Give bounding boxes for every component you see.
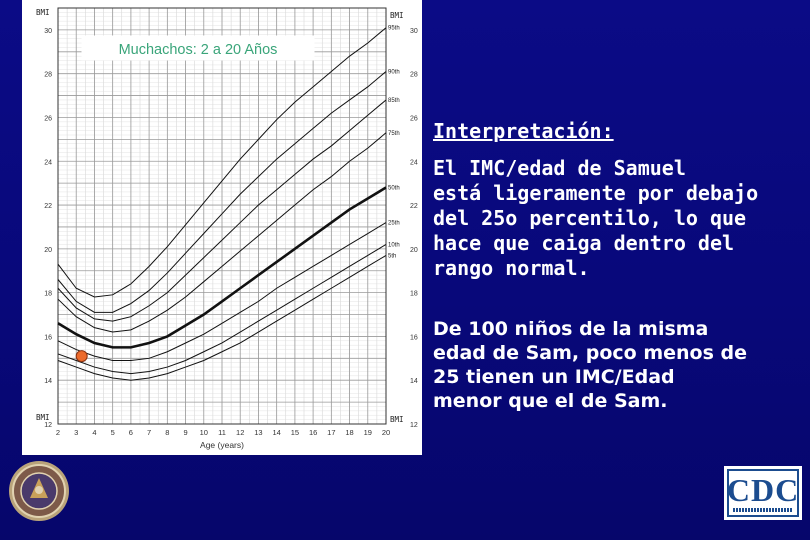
cdc-logo xyxy=(724,466,802,520)
y-tick-label: 30 xyxy=(44,27,52,35)
bmi-corner-label: BMI xyxy=(36,413,50,422)
y-tick-label: 30 xyxy=(410,27,418,35)
bmi-corner-label: BMI xyxy=(390,11,404,20)
paragraph-line: El IMC/edad de Samuel xyxy=(433,156,686,180)
interpretation-heading: Interpretación: xyxy=(433,119,614,143)
x-tick-label: 7 xyxy=(147,428,152,437)
x-tick-label: 2 xyxy=(55,428,61,437)
paragraph-line: edad de Sam, poco menos de xyxy=(433,342,748,364)
x-tick-label: 18 xyxy=(345,428,354,437)
interpretation-paragraph xyxy=(433,156,793,281)
x-tick-label: 14 xyxy=(272,428,281,437)
y-tick-label: 18 xyxy=(410,290,418,298)
percentile-label: 75th xyxy=(388,130,400,137)
x-tick-label: 15 xyxy=(290,428,300,437)
y-tick-label: 28 xyxy=(410,71,418,79)
percentile-label: 5th xyxy=(388,253,397,260)
x-tick-label: 19 xyxy=(363,428,372,437)
y-tick-label: 14 xyxy=(410,378,418,386)
y-tick-label: 14 xyxy=(44,378,52,386)
paragraph-line: menor que el de Sam. xyxy=(433,390,668,412)
y-tick-label: 24 xyxy=(44,159,52,167)
y-tick-label: 26 xyxy=(44,115,52,123)
paragraph-line: rango normal. xyxy=(433,256,590,280)
explanation-paragraph xyxy=(433,317,793,413)
x-tick-label: 12 xyxy=(236,428,245,437)
y-tick-label: 28 xyxy=(44,71,52,79)
x-tick-label: 4 xyxy=(92,428,97,437)
y-tick-label: 20 xyxy=(410,246,418,254)
y-tick-label: 26 xyxy=(410,115,418,123)
percentile-label: 95th xyxy=(388,25,400,32)
y-tick-label: 18 xyxy=(44,290,52,298)
percentile-label: 50th xyxy=(388,185,400,192)
paragraph-line: De 100 niños de la misma xyxy=(433,318,709,340)
x-tick-label: 8 xyxy=(165,428,170,437)
percentile-label: 90th xyxy=(388,69,400,76)
university-seal-icon xyxy=(8,460,70,522)
bmi-chart xyxy=(22,0,422,455)
percentile-label: 10th xyxy=(388,242,400,249)
x-tick-label: 5 xyxy=(110,428,115,437)
x-tick-label: 16 xyxy=(308,428,318,437)
paragraph-line: 25 tienen un IMC/Edad xyxy=(433,366,675,388)
x-tick-label: 9 xyxy=(183,428,188,437)
paragraph-line: está ligeramente por debajo xyxy=(433,181,759,205)
x-tick-label: 3 xyxy=(74,428,79,437)
y-tick-label: 24 xyxy=(410,159,418,167)
percentile-label: 25th xyxy=(388,220,400,227)
chart-title: Muchachos: 2 a 20 Años xyxy=(118,42,278,58)
y-tick-label: 16 xyxy=(410,334,418,342)
y-tick-label: 12 xyxy=(410,422,418,429)
paragraph-line: hace que caiga dentro del xyxy=(433,231,735,255)
x-tick-label: 13 xyxy=(254,428,263,437)
cdc-logo-text: CDC xyxy=(726,472,800,508)
data-point xyxy=(76,351,87,362)
percentile-label: 85th xyxy=(388,97,400,104)
y-tick-label: 16 xyxy=(44,334,52,342)
bmi-chart-panel xyxy=(22,0,422,455)
y-tick-label: 20 xyxy=(44,246,52,254)
x-axis-label: Age (years) xyxy=(200,440,244,450)
x-tick-label: 6 xyxy=(128,428,133,437)
x-tick-label: 20 xyxy=(381,428,391,437)
x-tick-label: 10 xyxy=(199,428,208,437)
y-tick-label: 22 xyxy=(44,203,52,211)
paragraph-line: del 25o percentilo, lo que xyxy=(433,206,747,230)
y-tick-label: 22 xyxy=(410,203,418,211)
bmi-corner-label: BMI xyxy=(390,415,404,424)
x-tick-label: 11 xyxy=(218,428,226,437)
bmi-corner-label: BMI xyxy=(36,8,50,17)
x-tick-label: 17 xyxy=(327,428,336,437)
y-tick-label: 12 xyxy=(44,422,52,429)
